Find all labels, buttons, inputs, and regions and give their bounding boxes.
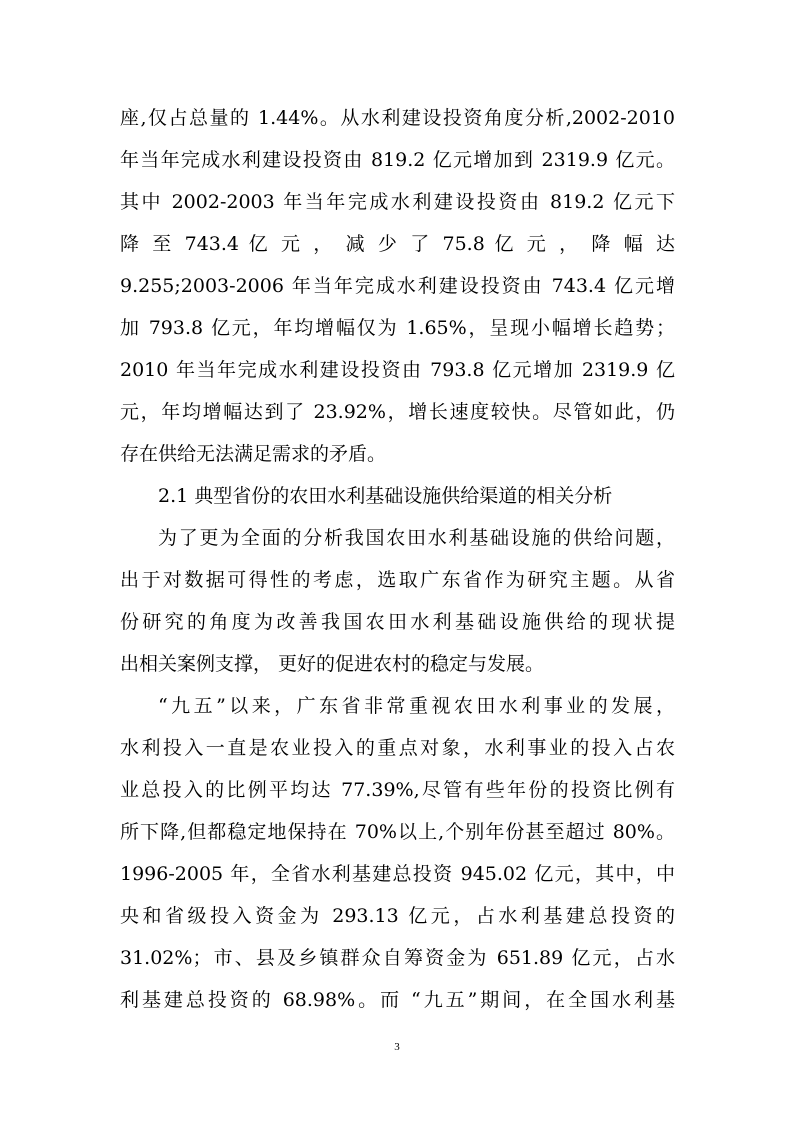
text-line: 所下降,但都稳定地保持在 70%以上,个别年份甚至超过 80%。 bbox=[120, 821, 675, 843]
text-line: 加 793.8 亿元，年均增幅仅为 1.65%，呈现小幅增长趋势； bbox=[120, 317, 675, 339]
text-line: 9.255;2003-2006 年当年完成水利建设投资由 743.4 亿元增 bbox=[120, 275, 675, 297]
text-line: 座,仅占总量的 1.44%。从水利建设投资角度分析,2002-2010 bbox=[120, 107, 675, 129]
text-line: 存在供给无法满足需求的矛盾。 bbox=[120, 443, 387, 465]
page-number: 3 bbox=[394, 1041, 400, 1053]
text-line: 水利投入一直是农业投入的重点对象，水利事业的投入占农 bbox=[120, 737, 675, 759]
text-line: 份研究的角度为改善我国农田水利基础设施供给的现状提 bbox=[120, 611, 675, 633]
text-line: 出于对数据可得性的考虑，选取广东省作为研究主题。从省 bbox=[120, 569, 675, 591]
text-line: “九五”以来，广东省非常重视农田水利事业的发展， bbox=[158, 695, 675, 717]
text-line: 年当年完成水利建设投资由 819.2 亿元增加到 2319.9 亿元。 bbox=[120, 149, 675, 171]
text-line: 元，年均增幅达到了 23.92%，增长速度较快。尽管如此，仍 bbox=[120, 401, 675, 423]
text-line: 为了更为全面的分析我国农田水利基础设施的供给问题， bbox=[158, 527, 675, 549]
text-line: 央和省级投入资金为 293.13 亿元，占水利基建总投资的 bbox=[120, 905, 675, 927]
text-line: 业总投入的比例平均达 77.39%,尽管有些年份的投资比例有 bbox=[120, 779, 675, 801]
text-line: 利基建总投资的 68.98%。而 “九五”期间，在全国水利基 bbox=[120, 989, 675, 1011]
text-line: 降 至 743.4 亿 元 ， 减 少 了 75.8 亿 元 ， 降 幅 达 bbox=[120, 233, 675, 255]
section-heading: 2.1 典型省份的农田水利基础设施供给渠道的相关分析 bbox=[158, 485, 613, 507]
text-line: 31.02%；市、县及乡镇群众自筹资金为 651.89 亿元，占水 bbox=[120, 947, 675, 969]
text-line: 1996-2005 年，全省水利基建总投资 945.02 亿元，其中，中 bbox=[120, 863, 675, 885]
text-line: 2010 年当年完成水利建设投资由 793.8 亿元增加 2319.9 亿 bbox=[120, 359, 675, 381]
text-line: 出相关案例支撑， 更好的促进农村的稳定与发展。 bbox=[120, 653, 545, 675]
text-line: 其中 2002-2003 年当年完成水利建设投资由 819.2 亿元下 bbox=[120, 191, 675, 213]
